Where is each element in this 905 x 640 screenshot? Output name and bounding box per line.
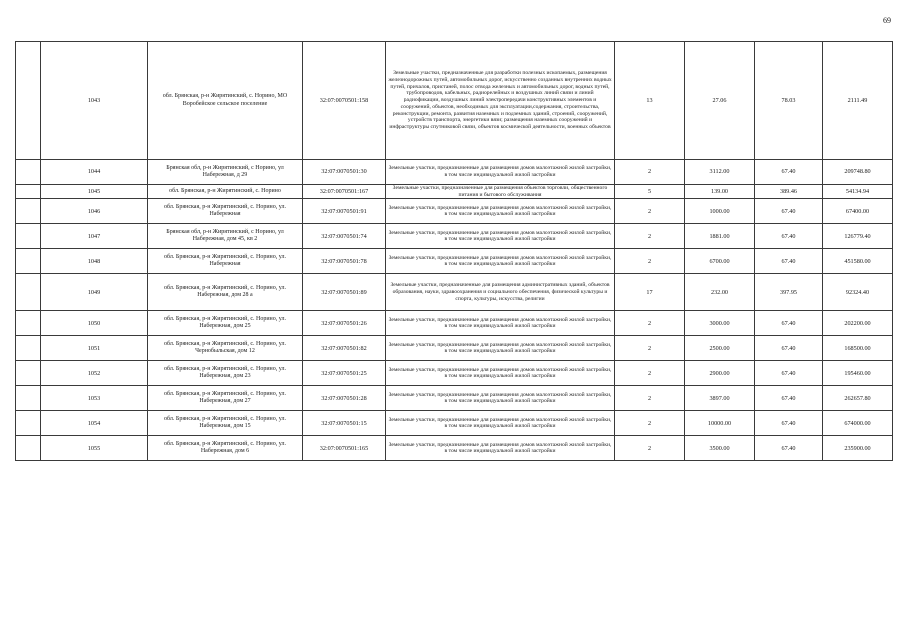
blank-cell [16,436,41,461]
area-cell: 2900.00 [685,361,755,386]
table-row [16,42,893,160]
specific-value-cell: 67.40 [755,199,823,224]
table-row [16,311,893,336]
row-number-cell: 1051 [41,336,148,361]
land-use-cell: Земельные участки, предназначенные для разработки полезных ископаемых, размещения железнодорожных путей, автомобильных дорог, искусственно созданных внутренних водных путей, причалов, пристаней, полос отвода железных и автомобильных дорог, водных путей, трубопроводов, кабельных, радиорелейных и воздушных линий связи и линий радиофикации, воздушных линий электропередачи конструктивных элементов и сооружений, объектов, необходимых для эксплуатации,содержания, строительства, реконструкции, ремонта, развития наземных и подземных зданий, строений, сооружений, устройств транспорта, энергетики вязи; размещения наземных сооружений и инфраструктуры спутниковой связи, объектов космической деятельности, военных объектов [386,42,615,160]
table-row [16,274,893,311]
table-row [16,411,893,436]
row-number-cell: 1055 [41,436,148,461]
use-code-cell: 2 [615,411,685,436]
use-code-cell: 2 [615,160,685,185]
cadastral-value-cell: 168500.00 [823,336,893,361]
use-code-cell: 2 [615,199,685,224]
area-cell: 3500.00 [685,436,755,461]
blank-cell [16,249,41,274]
address-cell: обл. Брянская, р-н Жирятинский, с. Норино, ул. Набережная [148,199,303,224]
row-number-cell: 1049 [41,274,148,311]
area-cell: 1881.00 [685,224,755,249]
table-row [16,386,893,411]
table-row [16,199,893,224]
use-code-cell: 2 [615,224,685,249]
specific-value-cell: 67.40 [755,311,823,336]
cadastral-number-cell: 32:07:0070501:74 [303,224,386,249]
table-row [16,436,893,461]
specific-value-cell: 67.40 [755,411,823,436]
specific-value-cell: 67.40 [755,436,823,461]
address-cell: обл. Брянская, р-н Жирятинский, с. Норино, МО Воробейское сельское поселение [148,42,303,160]
cadastral-value-cell: 262657.80 [823,386,893,411]
cadastral-number-cell: 32:07:0070501:158 [303,42,386,160]
blank-cell [16,336,41,361]
row-number-cell: 1050 [41,311,148,336]
blank-cell [16,274,41,311]
page-number: 69 [883,16,891,25]
use-code-cell: 13 [615,42,685,160]
table-row [16,249,893,274]
cadastral-value-cell: 202200.00 [823,311,893,336]
address-cell: обл. Брянская, р-н Жирятинский, с. Норино, ул. Чернобыльская, дом 12 [148,336,303,361]
cadastral-value-cell: 126779.40 [823,224,893,249]
address-cell: Брянская обл, р-н Жирятинский, с Норино, ул Набережная, д 29 [148,160,303,185]
land-use-cell: Земельные участки, предназначенные для размещения домов малоэтажной жилой застройки, в том числе индивидуальной жилой застройки [386,336,615,361]
row-number-cell: 1044 [41,160,148,185]
specific-value-cell: 67.40 [755,386,823,411]
use-code-cell: 2 [615,386,685,411]
area-cell: 3112.00 [685,160,755,185]
address-cell: обл. Брянская, р-н Жирятинский, с. Норино, ул. Набережная, дом 28 а [148,274,303,311]
cadastral-value-cell: 67400.00 [823,199,893,224]
address-cell: обл. Брянская, р-н Жирятинский, с. Норино, ул. Набережная, дом 27 [148,386,303,411]
row-number-cell: 1043 [41,42,148,160]
address-cell: обл. Брянская, р-н Жирятинский, с. Норино [148,185,303,199]
table-row [16,185,893,199]
area-cell: 139.00 [685,185,755,199]
cadastral-value-table [15,41,893,461]
area-cell: 10000.00 [685,411,755,436]
land-use-cell: Земельные участки, предназначенные для размещения домов малоэтажной жилой застройки, в том числе индивидуальной жилой застройки [386,411,615,436]
land-use-cell: Земельные участки, предназначенные для размещения домов малоэтажной жилой застройки, в том числе индивидуальной жилой застройки [386,361,615,386]
use-code-cell: 17 [615,274,685,311]
table-row [16,361,893,386]
cadastral-value-cell: 54134.94 [823,185,893,199]
cadastral-number-cell: 32:07:0070501:26 [303,311,386,336]
table-body [16,42,893,461]
area-cell: 232.00 [685,274,755,311]
address-cell: обл. Брянская, р-н Жирятинский, с. Норино, ул. Набережная, дом 25 [148,311,303,336]
row-number-cell: 1047 [41,224,148,249]
row-number-cell: 1054 [41,411,148,436]
land-use-cell: Земельные участки, предназначенные для размещения домов малоэтажной жилой застройки, в том числе индивидуальной жилой застройки [386,199,615,224]
cadastral-value-cell: 235900.00 [823,436,893,461]
area-cell: 1000.00 [685,199,755,224]
blank-cell [16,185,41,199]
use-code-cell: 5 [615,185,685,199]
use-code-cell: 2 [615,361,685,386]
land-use-cell: Земельные участки, предназначенные для размещения домов малоэтажной жилой застройки, в том числе индивидуальной жилой застройки [386,160,615,185]
cadastral-value-cell: 2111.49 [823,42,893,160]
table-row [16,160,893,185]
blank-cell [16,199,41,224]
address-cell: обл. Брянская, р-н Жирятинский, с. Норино, ул. Набережная, дом 6 [148,436,303,461]
address-cell: обл. Брянская, р-н Жирятинский, с. Норино, ул. Набережная [148,249,303,274]
specific-value-cell: 397.95 [755,274,823,311]
cadastral-value-cell: 674000.00 [823,411,893,436]
specific-value-cell: 67.40 [755,160,823,185]
use-code-cell: 2 [615,336,685,361]
land-use-cell: Земельные участки, предназначенные для размещения домов малоэтажной жилой застройки, в том числе индивидуальной жилой застройки [386,224,615,249]
cadastral-number-cell: 32:07:0070501:91 [303,199,386,224]
specific-value-cell: 67.40 [755,224,823,249]
area-cell: 2500.00 [685,336,755,361]
row-number-cell: 1052 [41,361,148,386]
specific-value-cell: 389.46 [755,185,823,199]
use-code-cell: 2 [615,249,685,274]
cadastral-number-cell: 32:07:0070501:30 [303,160,386,185]
area-cell: 6700.00 [685,249,755,274]
area-cell: 3000.00 [685,311,755,336]
cadastral-number-cell: 32:07:0070501:89 [303,274,386,311]
blank-cell [16,386,41,411]
cadastral-value-cell: 451580.00 [823,249,893,274]
blank-cell [16,42,41,160]
use-code-cell: 2 [615,436,685,461]
blank-cell [16,361,41,386]
cadastral-value-cell: 209748.80 [823,160,893,185]
area-cell: 27.06 [685,42,755,160]
table-row [16,336,893,361]
cadastral-number-cell: 32:07:0070501:15 [303,411,386,436]
table-row [16,224,893,249]
cadastral-number-cell: 32:07:0070501:78 [303,249,386,274]
blank-cell [16,411,41,436]
row-number-cell: 1048 [41,249,148,274]
cadastral-value-cell: 195460.00 [823,361,893,386]
row-number-cell: 1045 [41,185,148,199]
specific-value-cell: 67.40 [755,361,823,386]
use-code-cell: 2 [615,311,685,336]
land-use-cell: Земельные участки, предназначенные для размещения домов малоэтажной жилой застройки, в том числе индивидуальной жилой застройки [386,249,615,274]
address-cell: Брянская обл, р-н Жирятинский, с Норино, ул Набережная, дом 45, кв 2 [148,224,303,249]
area-cell: 3897.00 [685,386,755,411]
cadastral-number-cell: 32:07:0070501:165 [303,436,386,461]
specific-value-cell: 67.40 [755,336,823,361]
land-use-cell: Земельные участки, предназначенные для размещения административных зданий, объектов образования, науки, здравоохранения и социального обеспечения, физической культуры и спорта, культуры, искусства, религии [386,274,615,311]
cadastral-number-cell: 32:07:0070501:28 [303,386,386,411]
row-number-cell: 1053 [41,386,148,411]
cadastral-value-cell: 92324.40 [823,274,893,311]
specific-value-cell: 67.40 [755,249,823,274]
land-use-cell: Земельные участки, предназначенные для размещения домов малоэтажной жилой застройки, в том числе индивидуальной жилой застройки [386,311,615,336]
cadastral-number-cell: 32:07:0070501:82 [303,336,386,361]
land-use-cell: Земельные участки, предназначенные для размещения домов малоэтажной жилой застройки, в том числе индивидуальной жилой застройки [386,436,615,461]
address-cell: обл. Брянская, р-н Жирятинский, с. Норино, ул. Набережная, дом 15 [148,411,303,436]
cadastral-number-cell: 32:07:0070501:25 [303,361,386,386]
address-cell: обл. Брянская, р-н Жирятинский, с. Норино, ул. Набережная, дом 23 [148,361,303,386]
blank-cell [16,160,41,185]
blank-cell [16,311,41,336]
land-use-cell: Земельные участки, предназначенные для размещения объектов торговли, общественного питания и бытового обслуживания [386,185,615,199]
row-number-cell: 1046 [41,199,148,224]
cadastral-number-cell: 32:07:0070501:167 [303,185,386,199]
land-use-cell: Земельные участки, предназначенные для размещения домов малоэтажной жилой застройки, в том числе индивидуальной жилой застройки [386,386,615,411]
specific-value-cell: 78.03 [755,42,823,160]
blank-cell [16,224,41,249]
